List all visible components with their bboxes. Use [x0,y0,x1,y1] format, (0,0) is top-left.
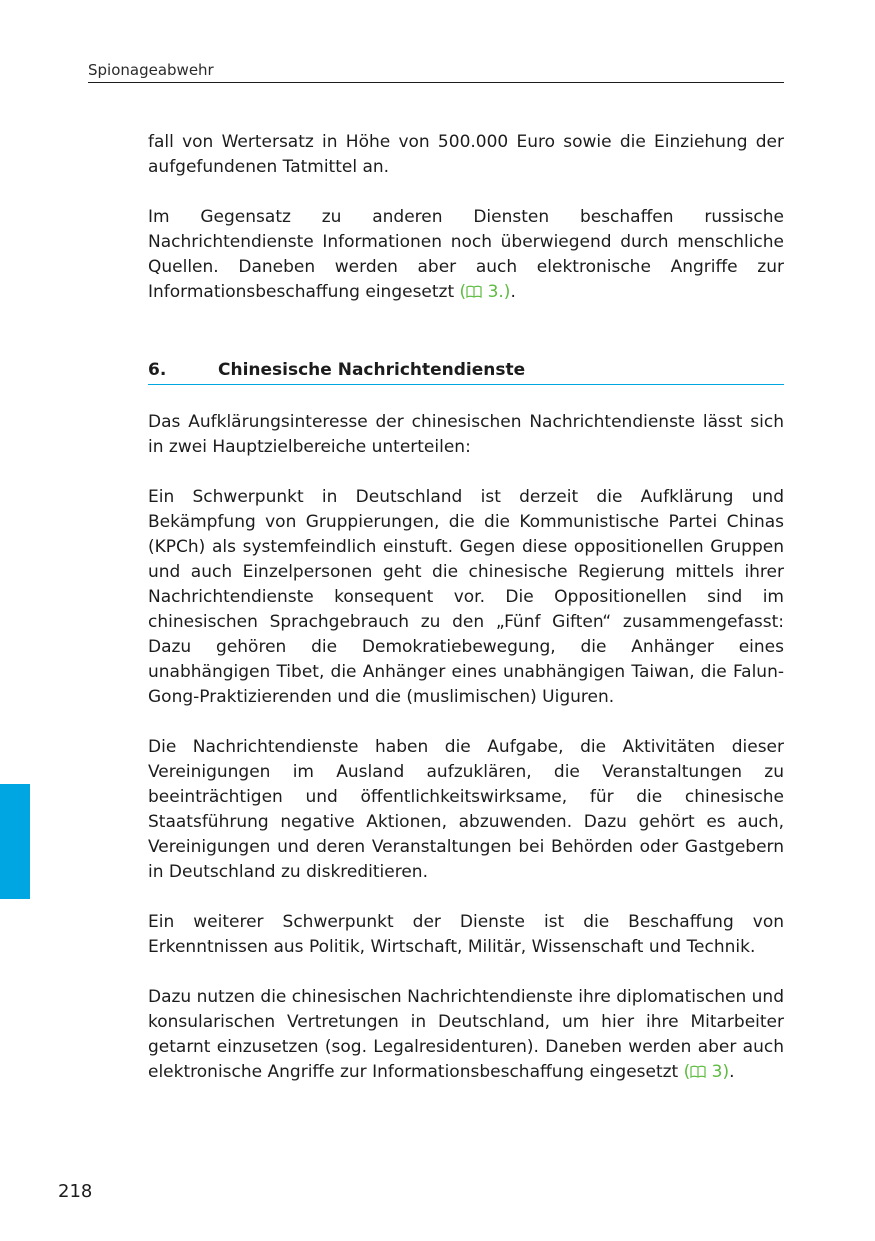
book-icon [690,1061,706,1086]
paragraph-first-focus: Ein Schwerpunkt in Deutschland ist derzeit die Aufklärung und Bekämpfung von Gruppierungen, die die Kommunistische Partei Chinas (KPCh) als systemfeindlich einstuft. Gegen diese oppositionellen Gruppen und auch Einzelpersonen geht die chinesische Regierung mittels ihrer Nachrichtendienste konsequent vor. Die Oppositionellen sind im chinesischen Sprachgebrauch zu den „Fünf Giften“ zusammengefasst: Dazu gehören die Demokratiebewegung, die Anhänger eines unabhängigen Tibet, die Anhänger eines unabhängigen Taiwan, die Falun-Gong-Praktizierenden und die (muslimischen) Uiguren. [148,487,784,707]
running-header [88,60,784,83]
paragraph-russian-services [148,205,784,306]
cross-reference-link[interactable]: ( 3.) [460,282,511,302]
page-body [148,130,784,1111]
paragraph-legal-residencies [148,985,784,1086]
paragraph-second-focus: Ein weiterer Schwerpunkt der Dienste ist die Beschaffung von Erkenntnissen aus Politik, Wirtschaft, Militär, Wissenschaft und Technik. [148,912,784,957]
paragraph-tail: . [729,1062,735,1082]
cross-reference-link[interactable]: ( 3) [684,1062,730,1082]
paragraph-continuation: fall von Wertersatz in Höhe von 500.000 Euro sowie die Einziehung der aufgefundenen Tatmittel an. [148,132,784,177]
section-heading [148,358,784,385]
book-icon [466,281,482,306]
paragraph-tasks: Die Nachrichtendienste haben die Aufgabe, die Aktivitäten dieser Vereinigungen im Ausland aufzuklären, die Veranstaltungen zu beeinträchtigen und öffentlichkeitswirksame, für die chinesische Staatsführung negative Aktionen, abzuwenden. Dazu gehört es auch, Vereinigungen und deren Veranstaltungen bei Behörden oder Gastgebern in Deutschland zu diskreditieren. [148,737,784,882]
section-number: 6. [148,360,167,380]
paragraph-text: Im Gegensatz zu anderen Diensten beschaffen russische Nachrichtendienste Informationen noch überwiegend durch menschliche Quellen. Daneben werden aber auch elektronische Angriffe zur Informationsbeschaffung eingesetzt [148,207,784,302]
chapter-tab-marker [0,784,30,899]
paragraph-tail: . [510,282,516,302]
running-title: Spionageabwehr [88,61,214,79]
paragraph-text: Dazu nutzen die chinesischen Nachrichtendienste ihre diplomatischen und konsularischen Vertretungen in Deutschland, um hier ihre Mitarbeiter getarnt einzusetzen (sog. Legalresidenturen). Daneben werden aber auch elektronische Angriffe zur Informationsbeschaffung eingesetzt [148,987,784,1082]
section-title: Chinesische Nachrichtendienste [218,360,526,380]
paragraph-intro: Das Aufklärungsinteresse der chinesischen Nachrichtendienste lässt sich in zwei Hauptzielbereiche unterteilen: [148,412,784,457]
page-number: 218 [58,1181,93,1202]
